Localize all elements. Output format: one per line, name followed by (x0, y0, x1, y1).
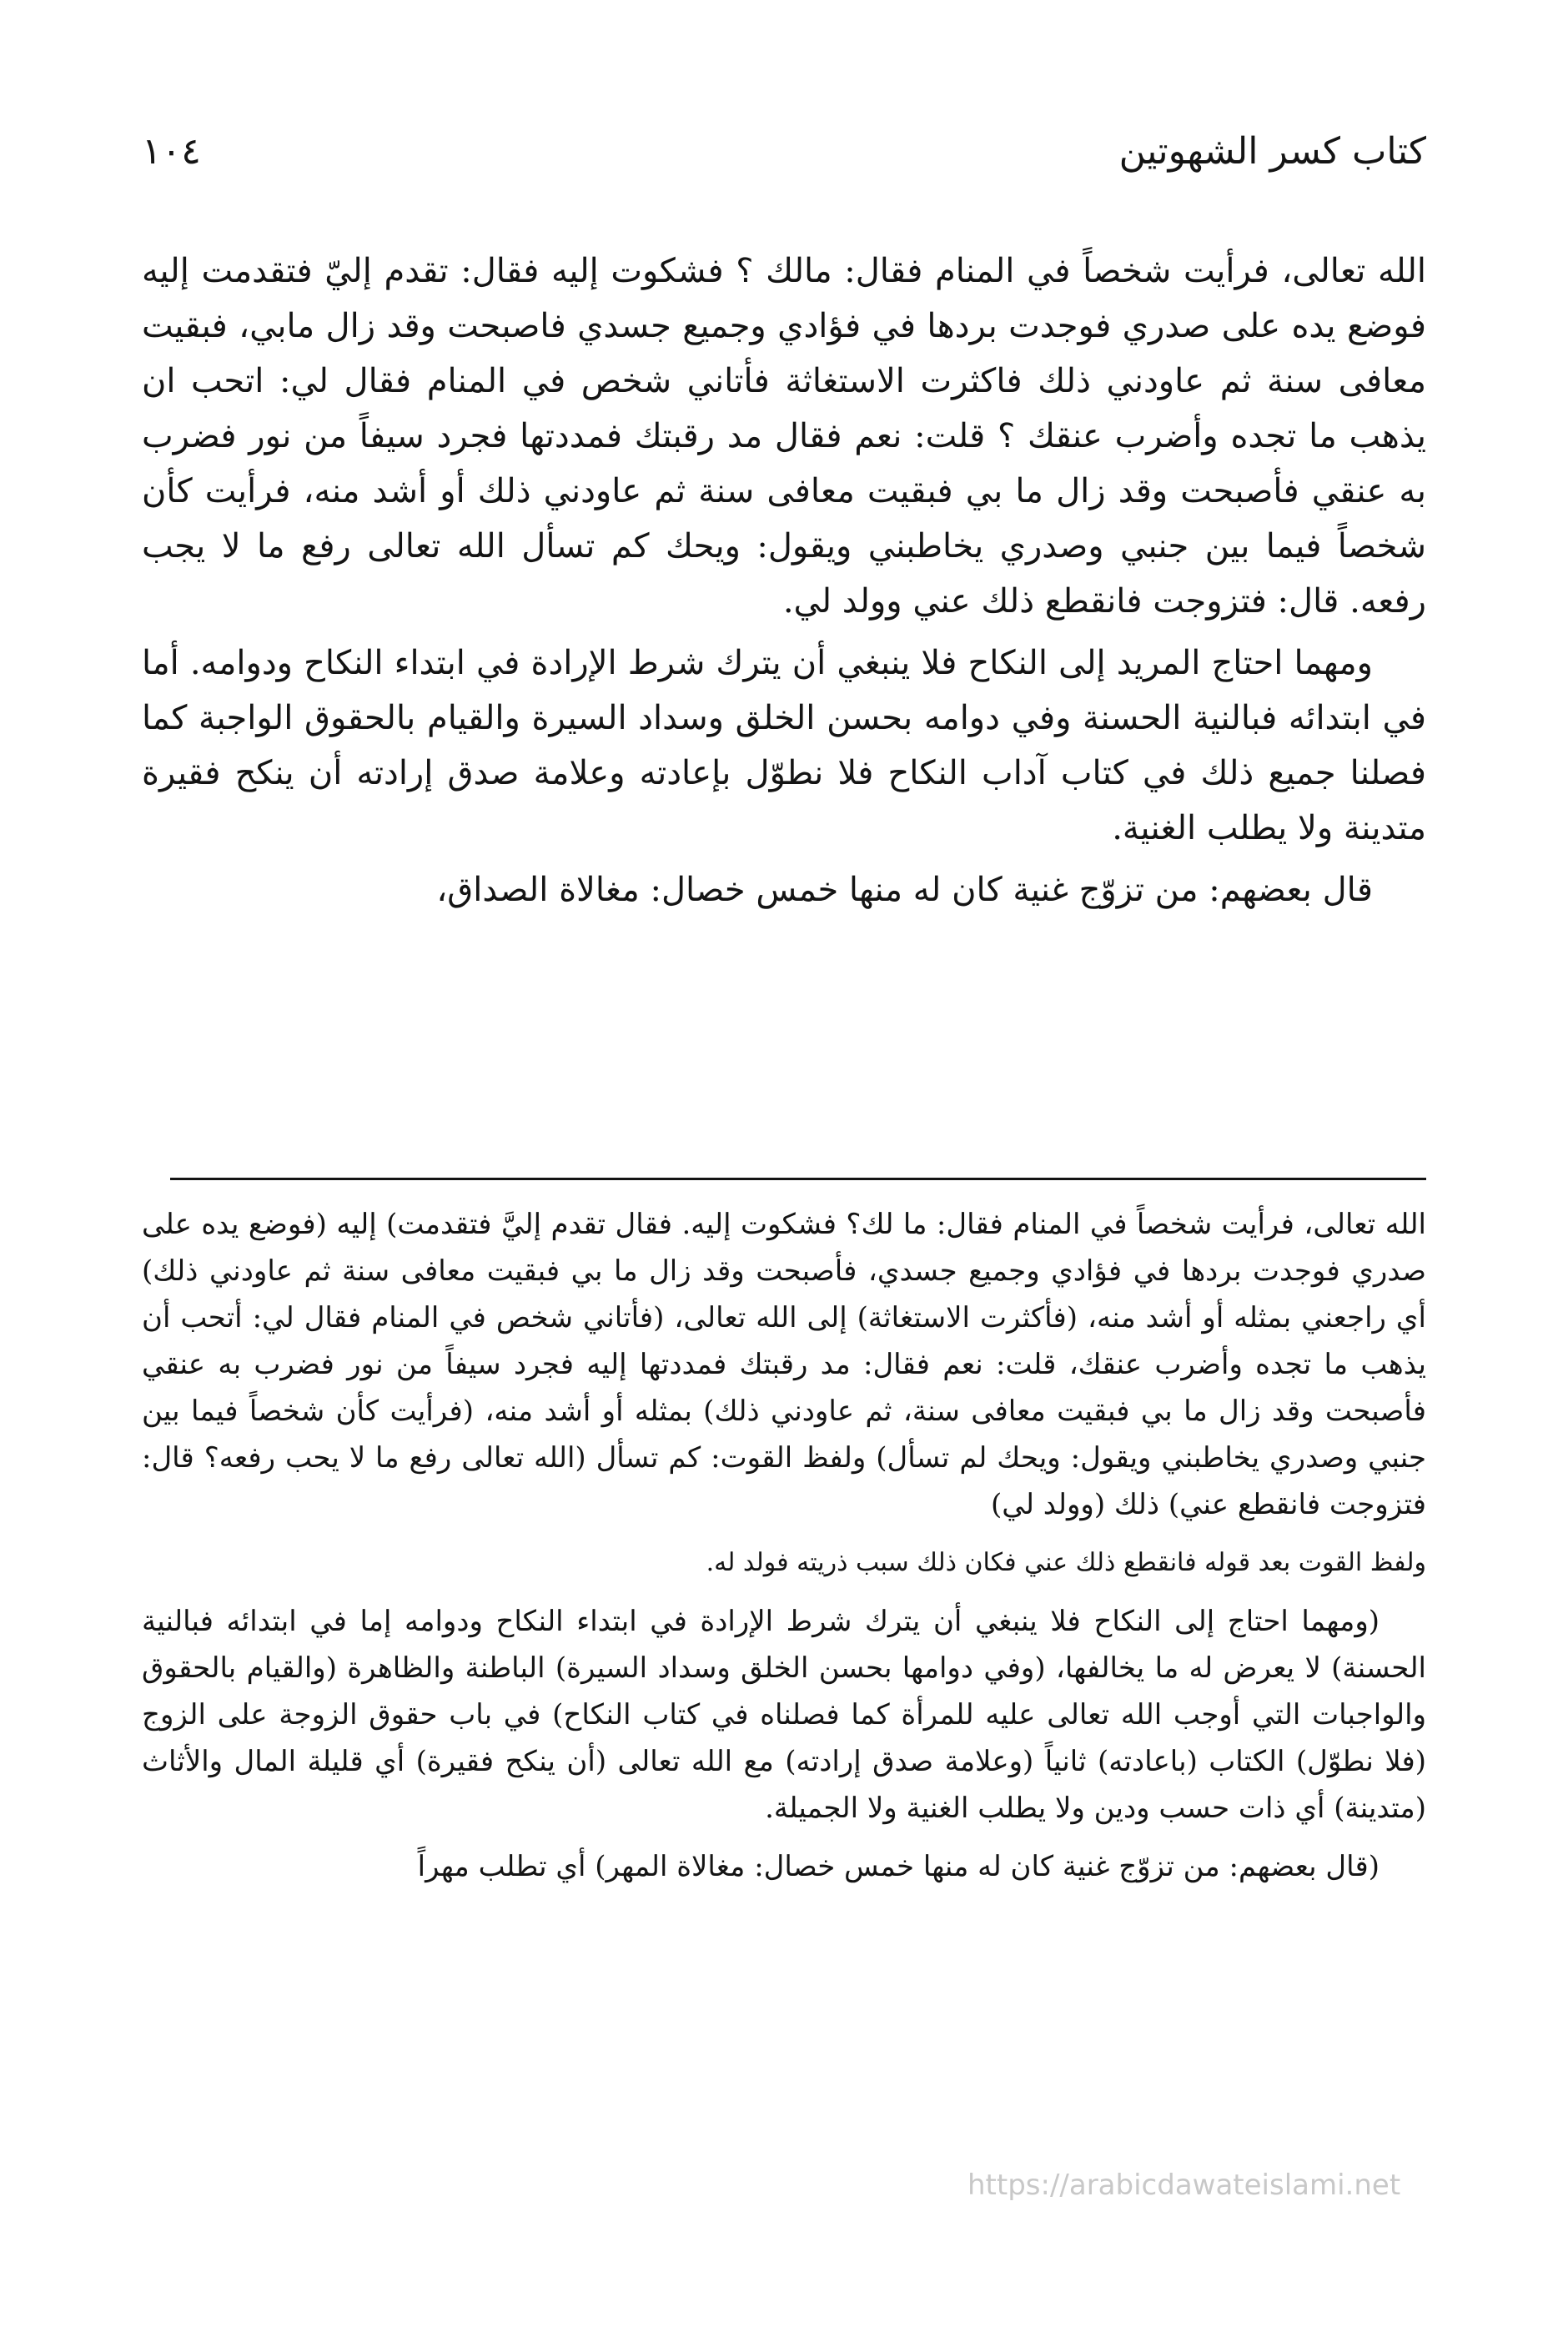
page-number: ١٠٤ (142, 129, 201, 173)
commentary-paragraph: ولفظ القوت بعد قوله فانقطع ذلك عني فكان ذلك سبب ذريته فولد له. (706, 1548, 1426, 1577)
book-title: كتاب كسر الشهوتين (1118, 129, 1426, 173)
commentary-paragraph: الله تعالى، فرأيت شخصاً في المنام فقال: ما لك؟ فشكوت إليه. فقال تقدم إليَّ فتقدمت) إليه (فوضع يده على صدري فوجدت بردها في فؤادي وجميع جسدي، فأصبحت وقد زال ما بي فبقيت معافى سنة ثم عاودني ذلك) أي راجعني بمثله أو أشد منه، (فأكثرت الاستغاثة) إلى الله تعالى، (فأتاني شخص في المنام فقال لي: أتحب أن يذهب ما تجده وأضرب عنقك، قلت: نعم فقال: مد رقبتك فمددتها إليه فجرد سيفاً من نور فضرب به عنقي فأصبحت وقد زال ما بي فبقيت معافى سنة، ثم عاودني ذلك) بمثله أو أشد منه، (فرأيت كأن شخصاً فيما بين جنبي وصدري يخاطبني ويقول: ويحك لم تسأل) ولفظ القوت: كم تسأل (الله تعالى رفع ما لا يحب رفعه؟ قال: فتزوجت فانقطع عني) ذلك (وولد لي) (142, 1208, 1427, 1521)
main-text (142, 244, 1426, 924)
commentary-paragraph: (ومهما احتاج إلى النكاح فلا ينبغي أن يترك شرط الإرادة في ابتداء النكاح ودوامه إما في ابتدائه فبالنية الحسنة) لا يعرض له ما يخالفها، (وفي دوامها بحسن الخلق وسداد السيرة) الباطنة والظاهرة (والقيام بالحقوق والواجبات التي أوجب الله تعالى عليه للمرأة كما فصلناه في كتاب النكاح) في باب حقوق الزوجة على الزوج (فلا نطوّل) الكتاب (باعادته) ثانياً (وعلامة صدق إرادته) مع الله تعالى (أن ينكح فقيرة) أي قليلة المال والأثاث (متدينة) أي ذات حسب ودين ولا يطلب الغنية ولا الجميلة. (142, 1605, 1427, 1825)
main-paragraph: ومهما احتاج المريد إلى النكاح فلا ينبغي أن يترك شرط الإرادة في ابتداء النكاح ودوامه. أما في ابتدائه فبالنية الحسنة وفي دوامه بحسن الخلق وسداد السيرة والقيام بالحقوق الواجبة كما فصلنا جميع ذلك في كتاب آداب النكاح فلا نطوّل بإعادته وعلامة صدق إرادته أن ينكح فقيرة متدينة ولا يطلب الغنية. (142, 644, 1426, 847)
watermark-url: https://arabicdawateislami.net (967, 2169, 1401, 2202)
page-header (142, 122, 1426, 180)
section-divider (170, 1178, 1426, 1180)
main-paragraph: الله تعالى، فرأيت شخصاً في المنام فقال: مالك ؟ فشكوت إليه فقال: تقدم إليّ فتقدمت إليه فوضع يده على صدري فوجدت بردها في فؤادي وجميع جسدي فاصبحت وقد زال مابي، فبقيت معافى سنة ثم عاودني ذلك فاكثرت الاستغاثة فأتاني شخص في المنام فقال لي: اتحب ان يذهب ما تجده وأضرب عنقك ؟ قلت: نعم فقال مد رقبتك فمددتها فجرد سيفاً من نور فضرب به عنقي فأصبحت وقد زال ما بي فبقيت معافى سنة ثم عاودني ذلك أو أشد منه، فرأيت كأن شخصاً فيما بين جنبي وصدري يخاطبني ويقول: ويحك كم تسأل الله تعالى رفع ما لا يجب رفعه. قال: فتزوجت فانقطع ذلك عني وولد لي. (142, 252, 1427, 621)
commentary-paragraph: (قال بعضهم: من تزوّج غنية كان له منها خمس خصال: مغالاة المهر) أي تطلب مهراً (417, 1850, 1380, 1883)
commentary-text (142, 1201, 1426, 1902)
main-paragraph: قال بعضهم: من تزوّج غنية كان له منها خمس خصال: مغالاة الصداق، (436, 871, 1373, 909)
